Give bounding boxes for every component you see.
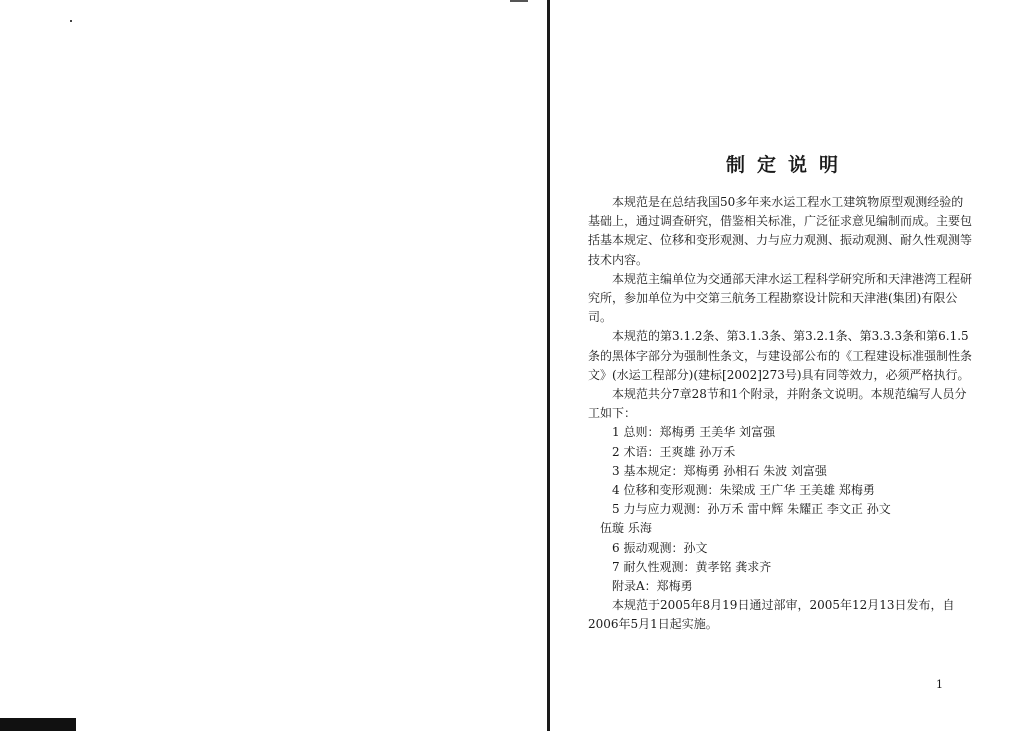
author-item-appendix: 附录A：郑梅勇 bbox=[612, 579, 693, 594]
author-item-7: 7 耐久性观测：黄孝铭 龚求齐 bbox=[612, 559, 772, 574]
author-item-2: 2 术语：王爽雄 孙万禾 bbox=[612, 444, 736, 459]
book-spine bbox=[547, 0, 550, 731]
page-number: 1 bbox=[936, 678, 943, 691]
author-item-1: 1 总则：郑梅勇 王美华 刘富强 bbox=[612, 425, 776, 440]
author-item-5-cont: 伍璇 乐海 bbox=[600, 521, 652, 536]
author-item-3: 3 基本规定：郑梅勇 孙相石 朱波 刘富强 bbox=[612, 463, 827, 478]
author-item-4: 4 位移和变形观测：朱梁成 王广华 王美雄 郑梅勇 bbox=[612, 483, 875, 498]
paragraph-intro: 本规范是在总结我国50多年来水运工程水工建筑物原型观测经验的基础上，通过调查研究，借鉴相关标准，广泛征求意见编制而成。主要包括基本规定、位移和变形观测、力与应力观测、振动观测、耐久性观测等技术内容。 bbox=[588, 195, 973, 267]
paragraph-units: 本规范主编单位为交通部天津水运工程科学研究所和天津港湾工程研究所，参加单位为中交第三航务工程勘察设计院和天津港(集团)有限公司。 bbox=[588, 271, 973, 325]
author-item-5: 5 力与应力观测：孙万禾 雷中辉 朱耀正 李文正 孙文 bbox=[612, 502, 891, 517]
paragraph-closing: 本规范于2005年8月19日通过部审，2005年12月13日发布，自2006年5月1日起实施。 bbox=[588, 598, 955, 632]
paragraph-structure: 本规范共分7章28节和1个附录，并附条文说明。本规范编写人员分工如下： bbox=[588, 387, 967, 421]
scan-edge-bar bbox=[0, 718, 76, 731]
paragraph-mandatory: 本规范的第3.1.2条、第3.1.3条、第3.2.1条、第3.3.3条和第6.1.5条的黑体字部分为强制性条文，与建设部公布的《工程建设标准强制性条文》(水运工程部分)(建标[2002]273号)具有同等效力，必须严格执行。 bbox=[588, 329, 973, 382]
right-page bbox=[552, 0, 1024, 731]
document-body bbox=[588, 193, 974, 635]
scan-speck bbox=[70, 20, 72, 22]
author-item-6: 6 振动观测：孙文 bbox=[612, 540, 708, 555]
page-title: 制定说明 bbox=[725, 154, 850, 176]
spine-mark bbox=[510, 0, 528, 2]
